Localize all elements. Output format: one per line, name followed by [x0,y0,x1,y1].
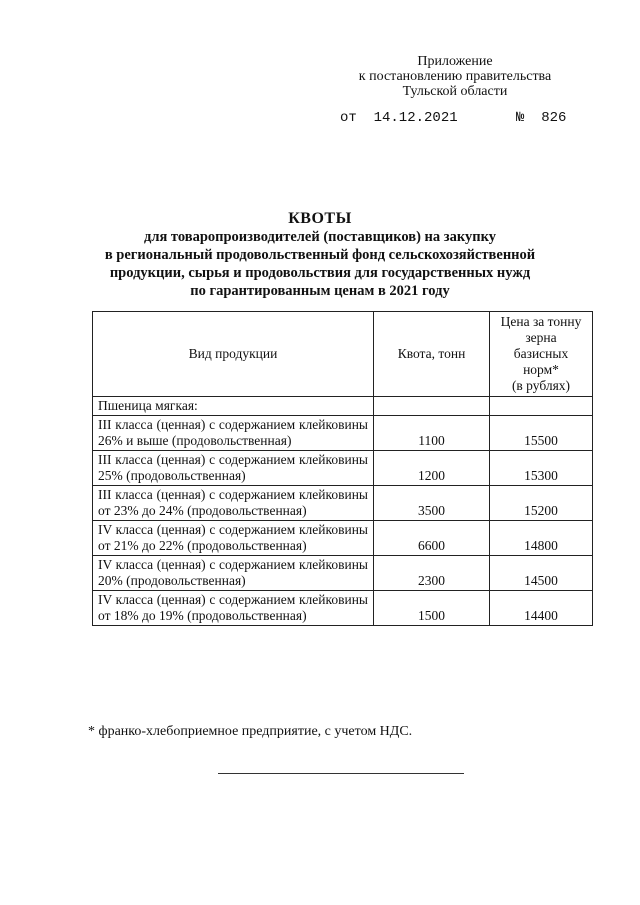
quota-cell: 1100 [374,416,490,451]
group-label: Пшеница мягкая: [93,397,374,416]
table-row [93,416,593,451]
table-group-row [93,397,593,416]
quota-cell: 6600 [374,521,490,556]
price-cell: 14400 [490,591,593,626]
title-line: в региональный продовольственный фонд сельскохозяйственной [104,247,536,263]
table-row [93,486,593,521]
title-line: по гарантированным ценам в 2021 году [190,283,450,299]
header-price-line: Цена за тонну [500,314,582,329]
appendix-line: к постановлению правительства [358,69,552,84]
decree-date: от 14.12.2021 [340,110,458,126]
quota-cell: 1200 [374,451,490,486]
appendix-header [330,54,580,99]
quota-table [92,311,593,626]
quota-cell: 3500 [374,486,490,521]
title-line: продукции, сырья и продовольствия для государственных нужд [109,265,531,281]
group-empty-cell [490,397,593,416]
product-cell: IV класса (ценная) с содержанием клейковины от 21% до 22% (продовольственная) [93,521,374,556]
header-price-line: норм* [523,362,559,377]
document-title [60,210,580,300]
table-row [93,591,593,626]
header-price [490,312,593,397]
footnote: * франко-хлебоприемное предприятие, с учетом НДС. [88,724,413,739]
closing-rule [218,773,464,774]
quota-cell: 1500 [374,591,490,626]
price-cell: 14800 [490,521,593,556]
table-row [93,556,593,591]
price-cell: 15200 [490,486,593,521]
price-cell: 15300 [490,451,593,486]
price-cell: 14500 [490,556,593,591]
title-line: для товаропроизводителей (поставщиков) на закупку [143,229,496,245]
header-price-line: базисных [513,346,569,361]
table-row [93,521,593,556]
product-cell: IV класса (ценная) с содержанием клейковины 20% (продовольственная) [93,556,374,591]
group-empty-cell [374,397,490,416]
table-row [93,451,593,486]
decree-number: № 826 [516,110,567,126]
price-cell: 15500 [490,416,593,451]
header-price-line: (в рублях) [511,378,571,393]
product-cell: III класса (ценная) с содержанием клейковины 26% и выше (продовольственная) [93,416,374,451]
product-cell: III класса (ценная) с содержанием клейковины 25% (продовольственная) [93,451,374,486]
quota-cell: 2300 [374,556,490,591]
header-product: Вид продукции [93,312,374,397]
product-cell: III класса (ценная) с содержанием клейковины от 23% до 24% (продовольственная) [93,486,374,521]
appendix-line: Тульской области [402,84,508,99]
header-quota: Квота, тонн [374,312,490,397]
table-header-row [93,312,593,397]
header-price-line: зерна [525,330,557,345]
title-heading: КВОТЫ [288,210,352,227]
appendix-line: Приложение [417,54,493,69]
product-cell: IV класса (ценная) с содержанием клейковины от 18% до 19% (продовольственная) [93,591,374,626]
